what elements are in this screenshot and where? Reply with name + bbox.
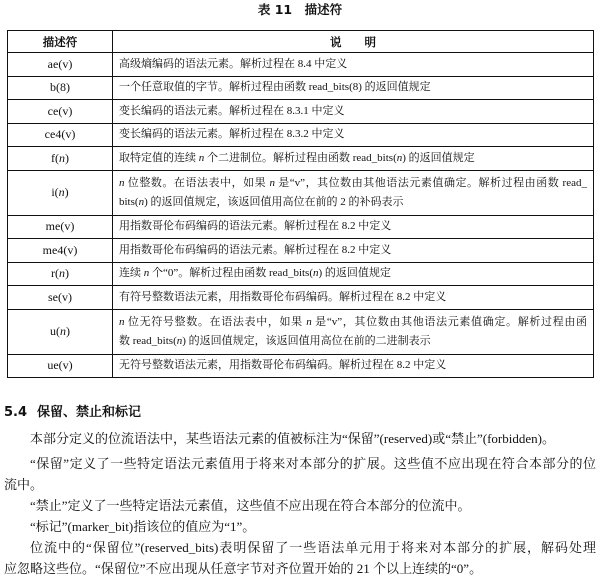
math-variable: n bbox=[198, 151, 205, 164]
description-line: 有符号整数语法元素，用指数哥伦布码编码。解析过程在 8.2 中定义 bbox=[119, 290, 447, 303]
math-variable: n bbox=[143, 267, 150, 280]
table-row bbox=[8, 309, 594, 354]
description-cell bbox=[113, 53, 594, 77]
math-variable: n bbox=[58, 185, 65, 199]
math-variable: n bbox=[59, 266, 65, 281]
paragraph-line: “标记”(marker_bit)指该位的值应为“1”。 bbox=[30, 519, 256, 534]
description-cell bbox=[113, 239, 594, 263]
paragraph-line: 应忽略这些位。“保留位”不应出现从任意字节对齐位置开始的 21 个以上连续的“0”。 bbox=[4, 561, 483, 576]
math-variable: n bbox=[269, 176, 275, 189]
description-cell bbox=[113, 170, 594, 215]
math-variable: n bbox=[119, 176, 125, 189]
math-variable: n bbox=[313, 267, 319, 280]
section-heading bbox=[4, 400, 596, 426]
paragraph-line: 位流中的“保留位”(reserved_bits)表明保留了一些语法单元用于将来对本部分的扩展，解码处理 bbox=[30, 540, 596, 555]
description-line: 高级熵编码的语法元素。解析过程在 8.4 中定义 bbox=[119, 57, 348, 70]
math-variable: n bbox=[119, 315, 125, 328]
table-body bbox=[8, 53, 594, 378]
table-row bbox=[8, 123, 594, 147]
table-row bbox=[8, 53, 594, 77]
table-row bbox=[8, 286, 594, 310]
paragraph bbox=[4, 453, 596, 495]
paragraph bbox=[4, 537, 596, 579]
math-variable: n bbox=[306, 315, 312, 328]
description-line: 无符号整数语法元素，用指数哥伦布码编码。解析过程在 8.2 中定义 bbox=[119, 359, 447, 372]
descriptor-cell: me(v) bbox=[8, 215, 113, 239]
description-line: 变长编码的语法元素。解析过程在 8.3.2 中定义 bbox=[119, 128, 345, 141]
table-row bbox=[8, 354, 594, 378]
column-header-descriptor: 描述符 bbox=[8, 31, 113, 53]
description-cell bbox=[113, 262, 594, 286]
paragraph-line: 流中。 bbox=[4, 477, 44, 492]
descriptor-cell: me4(v) bbox=[8, 239, 113, 263]
math-variable: n bbox=[138, 195, 145, 208]
column-header-description: 说 明 bbox=[113, 31, 594, 53]
paragraph-line: “禁止”定义了一些特定语法元素值，这些值不应出现在符合本部分的位流中。 bbox=[30, 498, 471, 513]
descriptor-cell: ce4(v) bbox=[8, 123, 113, 147]
table-header-row bbox=[8, 31, 594, 53]
table-row bbox=[8, 147, 594, 171]
descriptor-cell: f(n) bbox=[8, 147, 113, 171]
paragraph bbox=[4, 516, 596, 537]
paragraph bbox=[4, 495, 596, 516]
section-title: 保留、禁止和标记 bbox=[37, 405, 142, 420]
description-line: 用指数哥伦布码编码的语法元素。解析过程在 8.2 中定义 bbox=[119, 243, 392, 256]
math-variable: n bbox=[396, 151, 403, 164]
description-line: n 位无符号整数。在语法表中，如果 n 是“v”，其位数由其他语法元素值确定。解析过程由函 bbox=[119, 315, 588, 328]
description-cell bbox=[113, 147, 594, 171]
descriptor-cell: u(n) bbox=[8, 309, 113, 354]
description-line: 一个任意取值的字节。解析过程由函数 read_bits(8) 的返回值规定 bbox=[119, 81, 431, 94]
math-variable: n bbox=[60, 324, 66, 338]
table-row bbox=[8, 215, 594, 239]
paragraph-line: “保留”定义了一些特定语法元素值用于将来对本部分的扩展。这些值不应出现在符合本部分的位 bbox=[30, 456, 596, 471]
section-number: 5.4 bbox=[4, 405, 28, 420]
descriptor-cell: r(n) bbox=[8, 262, 113, 286]
description-line: 取特定值的连续 n 个二进制位。解析过程由函数 read_bits(n) 的返回值规定 bbox=[119, 151, 475, 164]
description-line: 数 read_bits(n) 的返回值规定，该返回值用高位在前的二进制表示 bbox=[119, 334, 431, 347]
description-cell bbox=[113, 123, 594, 147]
description-cell bbox=[113, 215, 594, 239]
descriptor-cell: se(v) bbox=[8, 286, 113, 310]
table-row bbox=[8, 100, 594, 124]
description-cell bbox=[113, 100, 594, 124]
descriptor-cell: ce(v) bbox=[8, 100, 113, 124]
descriptor-cell: ue(v) bbox=[8, 354, 113, 378]
table-row bbox=[8, 239, 594, 263]
description-line: 连续 n 个“0”。解析过程由函数 read_bits(n) 的返回值规定 bbox=[119, 267, 391, 280]
description-cell bbox=[113, 309, 594, 354]
math-variable: n bbox=[59, 150, 65, 165]
section bbox=[4, 400, 596, 579]
description-line: 变长编码的语法元素。解析过程在 8.3.1 中定义 bbox=[119, 104, 345, 117]
descriptor-cell: i(n) bbox=[8, 170, 113, 215]
description-cell bbox=[113, 354, 594, 378]
paragraph-line: 本部分定义的位流语法中，某些语法元素的值被标注为“保留”(reserved)或“禁止”(forbidden)。 bbox=[30, 431, 555, 446]
math-variable: n bbox=[176, 334, 183, 347]
description-cell bbox=[113, 76, 594, 100]
description-cell bbox=[113, 286, 594, 310]
description-line: bits(n) 的返回值规定，该返回值用高位在前的 2 的补码表示 bbox=[119, 195, 404, 208]
description-line: n 位整数。在语法表中，如果 n 是“v”，其位数由其他语法元素值确定。解析过程由函数 read_ bbox=[119, 176, 587, 189]
description-line: 用指数哥伦布码编码的语法元素。解析过程在 8.2 中定义 bbox=[119, 220, 392, 233]
table-row bbox=[8, 262, 594, 286]
descriptor-table bbox=[7, 30, 594, 378]
section-body bbox=[4, 428, 596, 579]
table-title: 表 11 描述符 bbox=[257, 2, 343, 17]
descriptor-cell: ae(v) bbox=[8, 53, 113, 77]
table-head bbox=[8, 31, 594, 53]
table-row bbox=[8, 76, 594, 100]
paragraph bbox=[4, 428, 596, 449]
table-row bbox=[8, 170, 594, 215]
descriptor-cell: b(8) bbox=[8, 76, 113, 100]
